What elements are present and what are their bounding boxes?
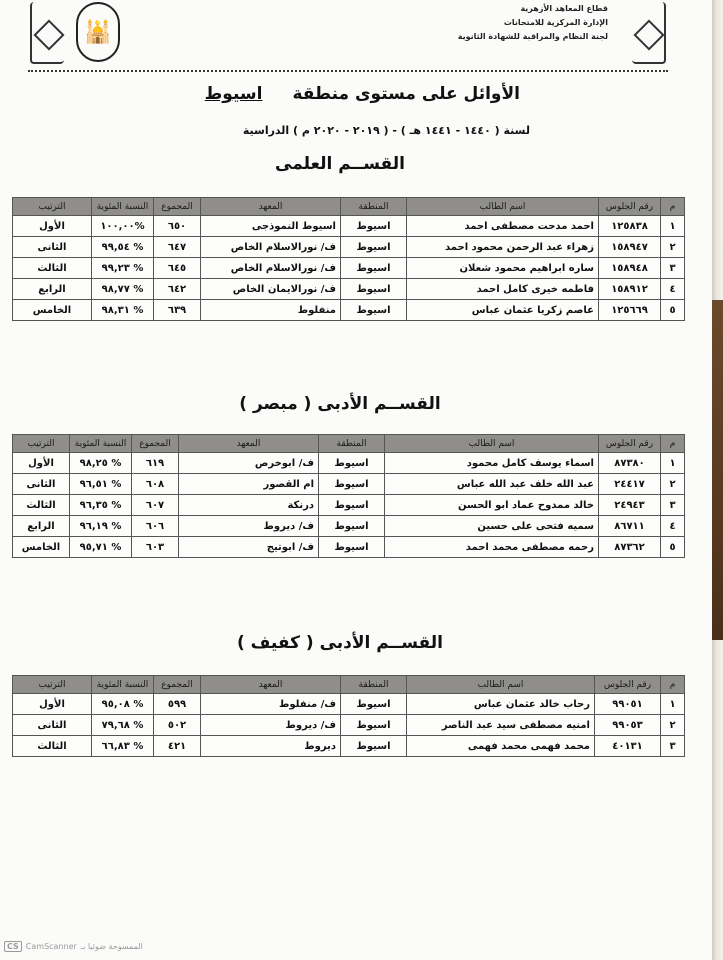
cell-index: ٢	[661, 715, 685, 736]
cell-index: ١	[661, 453, 685, 474]
col-seat: رقم الجلوس	[599, 435, 661, 453]
ornament-right-icon	[632, 2, 666, 64]
cell-area: اسيوط	[319, 537, 385, 558]
cell-total: ٤٢١	[154, 736, 201, 757]
cell-rank: الثانى	[13, 237, 92, 258]
cell-rank: الثالث	[13, 495, 70, 516]
col-institute: المعهد	[201, 198, 341, 216]
col-name: اسم الطالب	[385, 435, 599, 453]
table-row	[13, 237, 685, 258]
table-row	[13, 694, 685, 715]
cell-total: ٦٥٠	[154, 216, 201, 237]
cell-name: رحمه مصطفى محمد احمد	[385, 537, 599, 558]
col-total: المجموع	[154, 676, 201, 694]
cell-name: خالد ممدوح عماد ابو الحسن	[385, 495, 599, 516]
watermark-arabic: الممسوحة ضوئيا بـ	[80, 942, 143, 951]
cell-institute: منفلوط	[201, 300, 341, 321]
table-row	[13, 453, 685, 474]
cell-rank: الثالث	[13, 736, 92, 757]
cell-percent: % ٦٦,٨٣	[92, 736, 154, 757]
cell-percent: % ٩٩,٥٤	[92, 237, 154, 258]
col-index: م	[661, 435, 685, 453]
cell-rank: الرابع	[13, 279, 92, 300]
cell-seat: ٨٧٣٦٢	[599, 537, 661, 558]
cell-total: ٦١٩	[132, 453, 179, 474]
table-row	[13, 474, 685, 495]
cell-name: سميه فتحى على حسين	[385, 516, 599, 537]
cell-index: ١	[661, 216, 685, 237]
ornament-left-icon	[30, 2, 64, 64]
cell-seat: ٢٤٩٤٣	[599, 495, 661, 516]
cell-index: ٣	[661, 258, 685, 279]
cell-institute: ف/ نورالاسلام الخاص	[201, 258, 341, 279]
cell-total: ٦٤٥	[154, 258, 201, 279]
cell-area: اسيوط	[319, 495, 385, 516]
page-edge	[712, 0, 723, 960]
table-row	[13, 216, 685, 237]
cell-total: ٦٠٨	[132, 474, 179, 495]
section-title-literary-sighted: القســم الأدبى ( مبصر )	[239, 394, 441, 414]
cell-name: عاصم زكريا عثمان عباس	[407, 300, 599, 321]
col-seat: رقم الجلوس	[595, 676, 661, 694]
col-rank: الترتيب	[13, 435, 70, 453]
cell-seat: ١٢٥٨٣٨	[599, 216, 661, 237]
organization-block	[458, 2, 608, 44]
cell-name: زهراء عبد الرحمن محمود احمد	[407, 237, 599, 258]
org-line: لجنة النظام والمراقبة للشهادة الثانوية	[457, 32, 608, 41]
cell-seat: ٨٦٧١١	[599, 516, 661, 537]
col-index: م	[661, 198, 685, 216]
cell-seat: ٩٩٠٥٣	[595, 715, 661, 736]
cell-seat: ١٥٨٩٤٧	[599, 237, 661, 258]
table-row	[13, 715, 685, 736]
cell-area: اسيوط	[319, 516, 385, 537]
table-header	[13, 676, 685, 694]
cell-total: ٥٠٢	[154, 715, 201, 736]
cell-institute: ف/ نورالاسلام الخاص	[201, 237, 341, 258]
cell-index: ٤	[661, 279, 685, 300]
section-title-literary-blind: القســم الأدبى ( كفيف )	[236, 633, 443, 653]
cell-name: اسماء يوسف كامل محمود	[385, 453, 599, 474]
cell-name: ساره ابراهيم محمود شعلان	[407, 258, 599, 279]
cell-area: اسيوط	[319, 453, 385, 474]
cell-percent: % ٩٦,٥١	[70, 474, 132, 495]
letterhead	[28, 0, 668, 72]
cell-seat: ٤٠١٣١	[595, 736, 661, 757]
table-row	[13, 516, 685, 537]
cell-percent: % ٩٦,١٩	[70, 516, 132, 537]
cell-rank: الأول	[13, 216, 92, 237]
cell-area: اسيوط	[341, 216, 407, 237]
page-title	[180, 84, 520, 104]
cell-index: ٤	[661, 516, 685, 537]
cell-area: اسيوط	[341, 237, 407, 258]
cell-area: اسيوط	[341, 258, 407, 279]
cell-percent: %١٠٠,٠٠	[92, 216, 154, 237]
al-azhar-logo-icon: 🕌	[76, 2, 120, 62]
cell-institute: ف/ منفلوط	[201, 694, 341, 715]
table-row	[13, 300, 685, 321]
table-row	[13, 495, 685, 516]
table-header	[13, 198, 685, 216]
cell-percent: % ٩٦,٣٥	[70, 495, 132, 516]
cell-institute: ام القصور	[179, 474, 319, 495]
cell-seat: ٩٩٠٥١	[595, 694, 661, 715]
org-line: قطاع المعاهد الأزهرية	[520, 4, 608, 13]
results-table-literary-sighted	[12, 434, 685, 558]
cell-percent: % ٩٥,٠٨	[92, 694, 154, 715]
cell-total: ٦٤٧	[154, 237, 201, 258]
cell-name: احمد مدحت مصطفى احمد	[407, 216, 599, 237]
cell-rank: الأول	[13, 694, 92, 715]
results-table-scientific	[12, 197, 685, 321]
col-percent: النسبة المئوية	[92, 676, 154, 694]
camscanner-logo-icon: CS	[4, 941, 22, 952]
cell-total: ٦٤٢	[154, 279, 201, 300]
cell-total: ٥٩٩	[154, 694, 201, 715]
col-percent: النسبة المئوية	[92, 198, 154, 216]
col-area: المنطقة	[341, 198, 407, 216]
cell-institute: ف/ ابوخرص	[179, 453, 319, 474]
col-total: المجموع	[132, 435, 179, 453]
cell-rank: الثانى	[13, 474, 70, 495]
cell-area: اسيوط	[341, 279, 407, 300]
table-row	[13, 258, 685, 279]
table-row	[13, 736, 685, 757]
cell-area: اسيوط	[319, 474, 385, 495]
cell-rank: الخامس	[13, 300, 92, 321]
cell-institute: درنكة	[179, 495, 319, 516]
cell-index: ٢	[661, 474, 685, 495]
cell-area: اسيوط	[341, 736, 407, 757]
col-index: م	[661, 676, 685, 694]
cell-percent: % ٩٥,٧١	[70, 537, 132, 558]
col-rank: الترتيب	[13, 198, 92, 216]
cell-institute: اسيوط النموذجى	[201, 216, 341, 237]
cell-total: ٦٠٣	[132, 537, 179, 558]
cell-seat: ١٥٨٩١٢	[599, 279, 661, 300]
cell-seat: ٨٧٣٨٠	[599, 453, 661, 474]
cell-index: ٣	[661, 736, 685, 757]
cell-index: ٣	[661, 495, 685, 516]
cell-rank: الرابع	[13, 516, 70, 537]
cell-institute: ف/ ديروط	[179, 516, 319, 537]
cell-seat: ٢٤٤١٧	[599, 474, 661, 495]
cell-percent: % ٩٨,٣١	[92, 300, 154, 321]
cell-area: اسيوط	[341, 715, 407, 736]
col-area: المنطقة	[341, 676, 407, 694]
col-total: المجموع	[154, 198, 201, 216]
scanner-watermark	[4, 941, 143, 952]
cell-percent: % ٩٨,٧٧	[92, 279, 154, 300]
cell-institute: ف/ ابوتيج	[179, 537, 319, 558]
cell-total: ٦٠٧	[132, 495, 179, 516]
watermark-text: CamScanner	[25, 942, 77, 951]
cell-index: ٥	[661, 300, 685, 321]
desk-background	[712, 300, 723, 640]
cell-total: ٦٣٩	[154, 300, 201, 321]
col-institute: المعهد	[201, 676, 341, 694]
col-area: المنطقة	[319, 435, 385, 453]
cell-rank: الثالث	[13, 258, 92, 279]
cell-institute: ديروط	[201, 736, 341, 757]
col-name: اسم الطالب	[407, 198, 599, 216]
cell-area: اسيوط	[341, 694, 407, 715]
org-line: الإدارة المركزية للامتحانات	[503, 18, 608, 27]
cell-rank: الأول	[13, 453, 70, 474]
cell-institute: ف/ نورالايمان الخاص	[201, 279, 341, 300]
cell-rank: الثانى	[13, 715, 92, 736]
cell-name: عبد الله خلف عبد الله عباس	[385, 474, 599, 495]
academic-year: لسنة ( ١٤٤٠ - ١٤٤١ هـ ) - ( ٢٠١٩ - ٢٠٢٠ م ) الدراسية	[242, 124, 530, 137]
cell-index: ٢	[661, 237, 685, 258]
cell-seat: ١٢٥٦٦٩	[599, 300, 661, 321]
cell-index: ٥	[661, 537, 685, 558]
table-row	[13, 279, 685, 300]
cell-institute: ف/ ديروط	[201, 715, 341, 736]
cell-name: رحاب خالد عثمان عباس	[407, 694, 595, 715]
cell-total: ٦٠٦	[132, 516, 179, 537]
table-row	[13, 537, 685, 558]
col-seat: رقم الجلوس	[599, 198, 661, 216]
col-institute: المعهد	[179, 435, 319, 453]
table-header	[13, 435, 685, 453]
col-percent: النسبة المئوية	[70, 435, 132, 453]
col-rank: الترتيب	[13, 676, 92, 694]
title-region: اسيوط	[204, 84, 263, 104]
cell-percent: % ٩٨,٢٥	[70, 453, 132, 474]
title-prefix: الأوائل على مستوى منطقة	[292, 84, 520, 104]
cell-name: محمد فهمى محمد فهمى	[407, 736, 595, 757]
results-table-literary-blind	[12, 675, 685, 757]
cell-rank: الخامس	[13, 537, 70, 558]
col-name: اسم الطالب	[407, 676, 595, 694]
cell-percent: % ٧٩,٦٨	[92, 715, 154, 736]
cell-area: اسيوط	[341, 300, 407, 321]
section-title-scientific: القســم العلمى	[275, 154, 405, 174]
cell-name: فاطمه خيرى كامل احمد	[407, 279, 599, 300]
cell-seat: ١٥٨٩٤٨	[599, 258, 661, 279]
cell-index: ١	[661, 694, 685, 715]
cell-percent: % ٩٩,٢٣	[92, 258, 154, 279]
cell-name: امنيه مصطفى سيد عبد الناصر	[407, 715, 595, 736]
